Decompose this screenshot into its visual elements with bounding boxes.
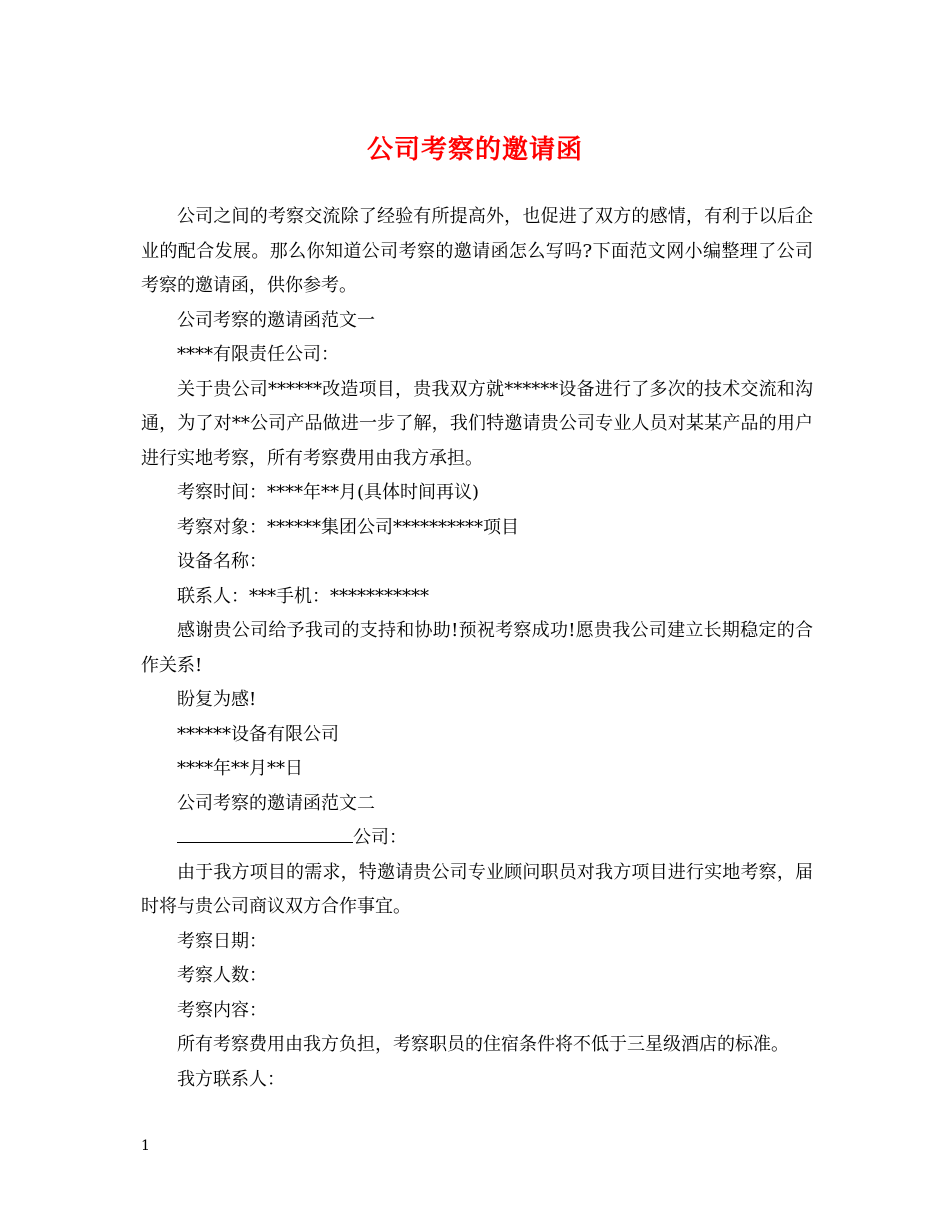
visit-content: 考察内容： xyxy=(177,999,267,1021)
equipment-name: 设备名称： xyxy=(177,551,267,572)
signature-date: ****年**月**日 xyxy=(177,758,303,779)
visit-date: 考察日期： xyxy=(177,930,267,952)
salutation: ****有限责任公司： xyxy=(177,344,339,365)
blank-salutation xyxy=(141,821,813,856)
intro-paragraph: 公司之间的考察交流除了经验有所提高外，也促进了双方的感情，有利于以后企业的配合发展。那么你知道公司考察的邀请函怎么写吗?下面范文网小编整理了公司考察的邀请函，供你参考。 xyxy=(141,206,813,296)
document-title: 公司考察的邀请函 xyxy=(366,135,583,165)
signature-company: ******设备有限公司 xyxy=(177,723,339,745)
expenses-paragraph: 所有考察费用由我方负担，考察职员的住宿条件将不低于三星级酒店的标准。 xyxy=(177,1034,789,1055)
body-paragraph: 关于贵公司******改造项目，贵我双方就******设备进行了多次的技术交流和沟通，为了对**公司产品做进一步了解，我们特邀请贵公司专业人员对某某产品的用户进行实地考察，所有考察费用由我方承担。 xyxy=(141,378,813,469)
document-body xyxy=(141,200,813,1097)
sample-one-heading: 公司考察的邀请函范文一 xyxy=(177,309,375,331)
page-number: 1 xyxy=(141,1138,150,1154)
body-paragraph: 由于我方项目的需求，特邀请贵公司专业顾问职员对我方项目进行实地考察，届时将与贵公司商议双方合作事宜。 xyxy=(141,861,813,917)
visitor-count: 考察人数： xyxy=(177,965,267,986)
closing-line: 盼复为感! xyxy=(177,689,257,710)
visit-target: 考察对象：******集团公司**********项目 xyxy=(177,516,519,538)
visit-time: 考察时间：****年**月(具体时间再议) xyxy=(177,482,480,503)
thanks-paragraph: 感谢贵公司给予我司的支持和协助!预祝考察成功!愿贵我公司建立长期稳定的合作关系! xyxy=(141,620,813,676)
blank-salutation-suffix: 公司： xyxy=(353,827,407,848)
our-contact: 我方联系人： xyxy=(177,1068,285,1090)
blank-underline xyxy=(177,822,353,843)
contact-person: 联系人：***手机：*********** xyxy=(177,585,429,607)
sample-two-heading: 公司考察的邀请函范文二 xyxy=(177,792,375,814)
